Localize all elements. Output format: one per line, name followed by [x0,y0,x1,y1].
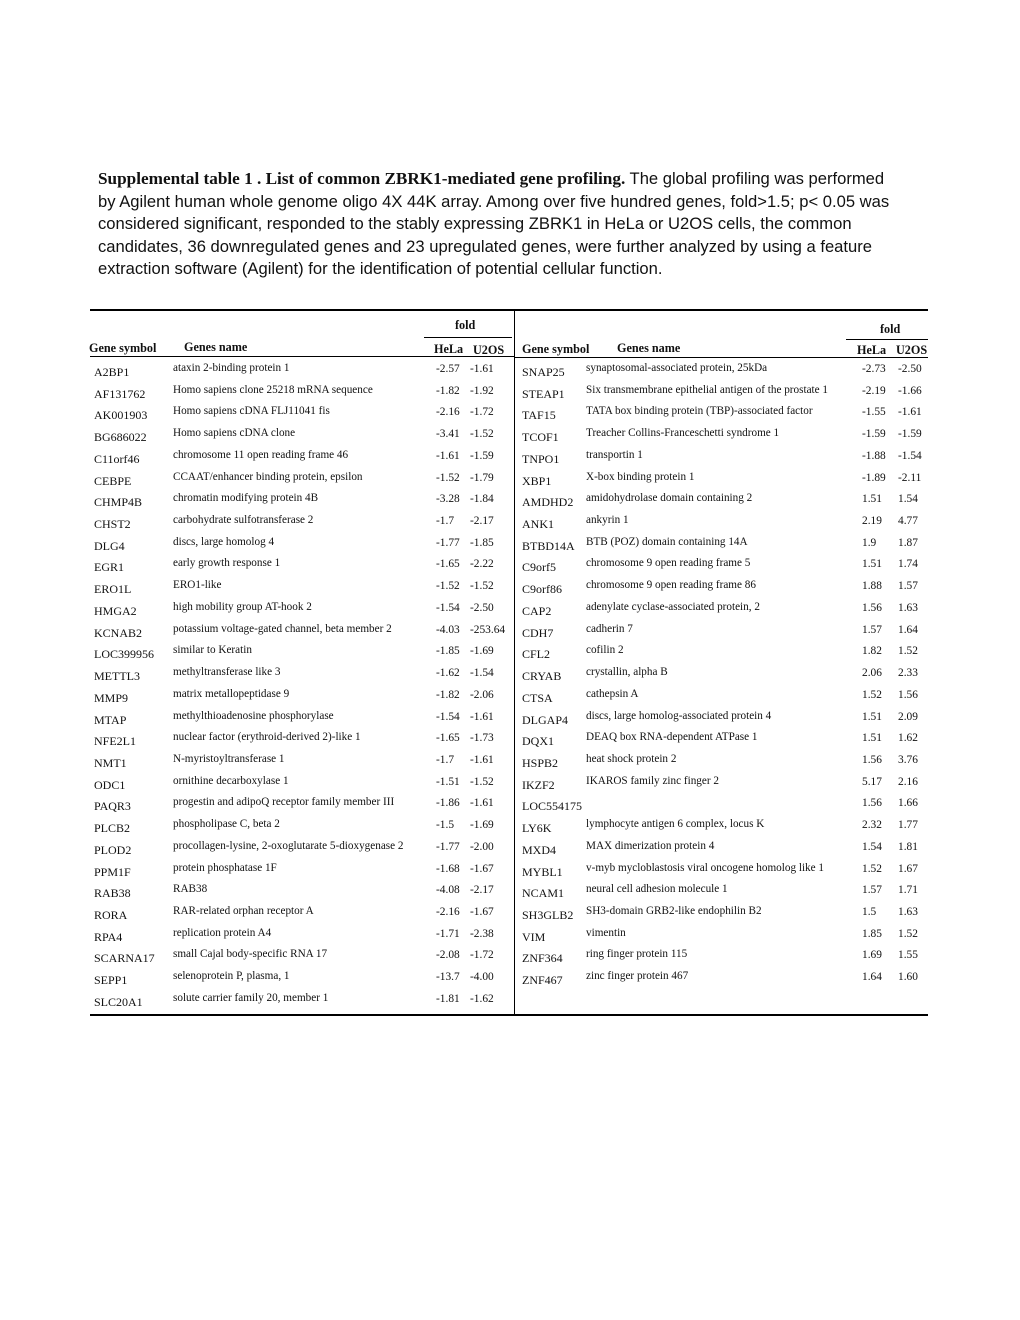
gene-name-cell: Homo sapiens clone 25218 mRNA sequence [173,383,373,396]
gene-symbol-cell: CFL2 [522,647,551,662]
hela-fold-cell: 1.56 [862,797,882,810]
gene-symbol-cell: MXD4 [522,842,557,857]
gene-symbol-cell: ERO1L [94,582,132,597]
hela-fold-cell: 1.51 [862,710,882,723]
u2os-fold-cell: -1.73 [470,732,494,745]
left-gene-symbol-header: Gene symbol [89,341,157,355]
u2os-fold-cell: 2.09 [898,710,918,723]
u2os-fold-cell: -1.92 [470,384,494,397]
gene-name-cell: protein phosphatase 1F [173,861,277,874]
right-gene-symbol-header: Gene symbol [522,342,590,356]
gene-symbol-cell: CDH7 [522,625,554,640]
gene-symbol-cell: BTBD14A [522,538,575,553]
u2os-fold-cell: -1.62 [470,992,494,1005]
u2os-fold-cell: -2.38 [470,927,494,940]
gene-name-cell: RAR-related orphan receptor A [173,905,314,917]
gene-symbol-cell: SH3GLB2 [522,908,574,922]
gene-name-cell: ornithine decarboxylase 1 [173,774,289,787]
gene-name-cell: zinc finger protein 467 [586,970,689,983]
gene-symbol-cell: IKZF2 [522,777,555,792]
u2os-fold-cell: -1.67 [470,862,494,875]
gene-name-cell: chromosome 9 open reading frame 86 [586,579,756,592]
u2os-fold-cell: 1.77 [898,819,918,832]
u2os-fold-cell: 1.56 [898,688,918,701]
gene-symbol-cell: NFE2L1 [94,734,136,749]
hela-fold-cell: 1.52 [862,688,882,701]
hela-fold-cell: -1.52 [436,580,460,593]
gene-name-cell: DEAQ box RNA-dependent ATPase 1 [586,731,758,744]
u2os-fold-cell: 1.63 [898,601,918,614]
hela-fold-cell: 1.54 [862,840,882,853]
gene-symbol-cell: NMT1 [94,755,127,770]
hela-fold-cell: -1.54 [436,710,460,723]
gene-symbol-cell: TAF15 [522,408,556,423]
gene-symbol-cell: BG686022 [94,430,147,445]
u2os-fold-cell: 2.16 [898,775,918,788]
u2os-fold-cell: 1.55 [898,949,918,962]
gene-name-cell: phospholipase C, beta 2 [173,818,280,831]
hela-fold-cell: -1.71 [436,927,460,940]
hela-fold-cell: 1.52 [862,862,882,875]
gene-name-cell: high mobility group AT-hook 2 [173,600,312,613]
gene-name-cell: progestin and adipoQ receptor family member III [173,796,395,809]
u2os-fold-cell: 2.33 [898,667,918,680]
hela-fold-cell: 1.56 [862,753,882,766]
gene-symbol-cell: ZNF364 [522,951,563,966]
gene-name-cell: RAB38 [173,883,208,896]
u2os-fold-cell: -1.69 [470,645,494,658]
gene-name-cell: Homo sapiens cDNA clone [173,427,296,440]
column-divider [514,311,515,1015]
gene-symbol-cell: C9orf5 [522,560,556,575]
u2os-fold-cell: 1.52 [898,645,918,658]
u2os-fold-cell: -2.00 [470,840,494,853]
hela-fold-cell: -1.61 [436,449,460,462]
gene-name-cell: synaptosomal-associated protein, 25kDa [586,362,768,374]
caption-title: Supplemental table 1 . List of common ZBRK1-mediated gene profiling. [98,169,626,188]
gene-symbol-cell: DQX1 [522,734,554,749]
u2os-fold-cell: 1.81 [898,840,918,853]
gene-name-cell: potassium voltage-gated channel, beta member 2 [173,622,392,635]
gene-name-cell: N-myristoyltransferase 1 [173,752,285,765]
hela-fold-cell: -1.82 [436,688,460,701]
u2os-fold-cell: 1.63 [898,906,918,918]
gene-name-cell: MAX dimerization protein 4 [586,839,715,852]
gene-name-cell: nuclear factor (erythroid-derived 2)-like 1 [173,731,361,744]
hela-fold-cell: -1.7 [436,753,455,766]
u2os-fold-cell: -1.61 [470,753,494,766]
gene-name-cell: ankyrin 1 [586,514,629,527]
u2os-fold-cell: -1.72 [470,406,494,419]
gene-symbol-cell: C11orf46 [94,451,140,466]
hela-fold-cell: -1.77 [436,840,460,853]
u2os-fold-cell: 4.77 [898,515,918,528]
gene-symbol-cell: AMDHD2 [522,495,574,510]
hela-fold-cell: -2.19 [862,384,886,397]
gene-name-cell: chromatin modifying protein 4B [173,492,319,505]
hela-fold-cell: -1.7 [436,515,455,528]
u2os-fold-cell: 1.57 [898,580,918,593]
u2os-fold-cell: -1.61 [470,363,494,375]
table-bottom-rule [90,1014,928,1016]
hela-fold-cell: 1.64 [862,971,882,984]
gene-symbol-cell: MTAP [94,712,127,727]
hela-fold-cell: -1.54 [436,601,460,614]
gene-name-cell: lymphocyte antigen 6 complex, locus K [586,818,765,831]
gene-name-cell: transportin 1 [586,448,643,461]
gene-symbol-cell: PLOD2 [94,842,132,857]
gene-symbol-cell: HMGA2 [94,603,137,618]
u2os-fold-cell: -1.52 [470,775,494,788]
hela-fold-cell: -1.51 [436,775,460,788]
u2os-fold-cell: -1.61 [470,797,494,810]
u2os-fold-cell: -1.59 [470,449,494,462]
u2os-fold-cell: -2.50 [898,363,922,375]
hela-fold-cell: -3.41 [436,428,460,441]
hela-fold-cell: 1.85 [862,927,882,940]
u2os-fold-cell: -4.00 [470,971,494,984]
hela-fold-cell: 2.06 [862,667,882,680]
left-fold-header: fold [455,318,476,332]
gene-name-cell: vimentin [586,926,626,939]
u2os-fold-cell: -1.67 [470,906,494,918]
gene-name-cell: cathepsin A [586,687,639,700]
u2os-fold-cell: -1.61 [470,710,494,723]
gene-symbol-cell: METTL3 [94,669,140,684]
gene-symbol-cell: ZNF467 [522,973,563,988]
gene-symbol-cell: CEBPE [94,473,132,488]
gene-name-cell: ERO1-like [173,579,222,592]
right-u2os-header: U2OS [896,343,928,357]
gene-name-cell: X-box binding protein 1 [586,470,695,483]
hela-fold-cell: 1.51 [862,732,882,745]
table-top-rule [90,309,928,311]
u2os-fold-cell: -1.66 [898,384,922,397]
u2os-fold-cell: 3.76 [898,753,918,766]
gene-name-cell: matrix metallopeptidase 9 [173,687,290,700]
hela-fold-cell: 2.19 [862,515,882,528]
gene-name-cell: discs, large homolog 4 [173,535,275,548]
gene-symbol-cell: CRYAB [522,669,562,684]
gene-name-cell: v-myb mycloblastosis viral oncogene homolog like 1 [586,861,825,874]
u2os-fold-cell: -1.79 [470,471,494,484]
gene-symbol-cell: EGR1 [94,560,124,575]
hela-fold-cell: 1.57 [862,884,882,897]
u2os-fold-cell: 1.71 [898,884,918,897]
gene-symbol-cell: TCOF1 [522,430,559,445]
right-fold-underline [846,339,928,340]
hela-fold-cell: 1.82 [862,645,882,658]
gene-symbol-cell: KCNAB2 [94,625,143,640]
gene-name-cell: Treacher Collins-Franceschetti syndrome 1 [586,427,780,440]
hela-fold-cell: -4.03 [436,623,460,636]
gene-symbol-cell: SCARNA17 [94,951,155,966]
gene-name-cell: crystallin, alpha B [586,666,668,679]
hela-fold-cell: 5.17 [862,775,882,788]
gene-symbol-cell: STEAP1 [522,386,565,401]
left-hela-header: HeLa [434,342,464,356]
hela-fold-cell: -1.86 [436,797,460,810]
u2os-fold-cell: -1.72 [470,949,494,962]
u2os-fold-cell: -1.52 [470,428,494,441]
gene-name-cell: carbohydrate sulfotransferase 2 [173,514,314,527]
gene-name-cell: solute carrier family 20, member 1 [173,991,329,1004]
gene-symbol-cell: LOC399956 [94,647,154,662]
gene-symbol-cell: ODC1 [94,777,126,792]
hela-fold-cell: -1.81 [436,992,460,1005]
right-fold-header: fold [880,322,901,336]
gene-symbol-cell: VIM [522,929,546,944]
gene-symbol-cell: SEPP1 [94,973,128,988]
hela-fold-cell: -1.77 [436,536,460,549]
u2os-fold-cell: -1.85 [470,536,494,549]
u2os-fold-cell: 1.87 [898,536,918,549]
u2os-fold-cell: 1.66 [898,797,918,810]
gene-symbol-cell: RORA [94,908,128,922]
u2os-fold-cell: 1.74 [898,558,918,571]
gene-symbol-cell: MMP9 [94,690,129,705]
hela-fold-cell: 1.5 [862,906,877,918]
u2os-fold-cell: -1.59 [898,428,922,441]
gene-name-cell: chromosome 9 open reading frame 5 [586,557,751,570]
hela-fold-cell: -13.7 [436,971,460,984]
hela-fold-cell: 1.51 [862,558,882,571]
gene-name-cell: heat shock protein 2 [586,752,677,765]
caption-text: The global profiling was performed by Agilent human whole genome oligo 4X 44K array. Among over five hundred genes, fold>1.5; p< 0.05 was considered significant, responded to the stably expressing ZBRK1 in HeLa or U2OS cells, the common candidates, 36 downregulated genes and 23 upregulated genes, were further analyzed by using a feature extraction software (Agilent) for the identification of potential cellular function. [98,169,890,279]
gene-symbol-cell: PLCB2 [94,821,131,836]
u2os-fold-cell: 1.54 [898,493,918,506]
hela-fold-cell: -4.08 [436,884,460,897]
gene-name-cell: IKAROS family zinc finger 2 [586,774,719,787]
u2os-fold-cell: -1.61 [898,406,922,419]
hela-fold-cell: -2.16 [436,906,460,918]
gene-symbol-cell: RPA4 [94,929,123,944]
gene-name-cell: procollagen-lysine, 2-oxoglutarate 5-dioxygenase 2 [173,839,404,852]
gene-name-cell: cofilin 2 [586,644,624,657]
gene-symbol-cell: SLC20A1 [94,994,143,1009]
hela-fold-cell: -1.62 [436,667,460,680]
gene-symbol-cell: AF131762 [94,386,146,401]
gene-symbol-cell: TNPO1 [522,451,560,466]
hela-fold-cell: -1.65 [436,732,460,745]
gene-name-cell: replication protein A4 [173,926,272,939]
gene-name-cell: early growth response 1 [173,557,281,570]
hela-fold-cell: -1.52 [436,471,460,484]
gene-symbol-cell: C9orf86 [522,582,562,597]
gene-name-cell: TATA box binding protein (TBP)-associated factor [586,405,813,418]
right-hela-header: HeLa [857,343,887,357]
gene-name-cell: Homo sapiens cDNA FLJ11041 fis [173,405,330,418]
u2os-fold-cell: -1.52 [470,580,494,593]
u2os-fold-cell: -2.17 [470,515,494,528]
hela-fold-cell: 1.69 [862,949,882,962]
hela-fold-cell: -1.85 [436,645,460,658]
hela-fold-cell: -1.55 [862,406,886,419]
left-fold-underline [424,337,512,338]
gene-name-cell: CCAAT/enhancer binding protein, epsilon [173,470,363,483]
gene-name-cell: ataxin 2-binding protein 1 [173,362,290,374]
gene-name-cell: adenylate cyclase-associated protein, 2 [586,600,760,613]
gene-name-cell: SH3-domain GRB2-like endophilin B2 [586,905,762,917]
hela-fold-cell: 1.88 [862,580,882,593]
hela-fold-cell: -1.5 [436,819,455,832]
hela-fold-cell: -2.57 [436,363,460,375]
u2os-fold-cell: -253.64 [470,623,506,636]
gene-symbol-cell: RAB38 [94,886,131,901]
gene-name-cell: similar to Keratin [173,644,252,657]
gene-symbol-cell: CTSA [522,690,553,705]
gene-symbol-cell: LOC554175 [522,799,582,814]
hela-fold-cell: -1.82 [436,384,460,397]
gene-name-cell: methylthioadenosine phosphorylase [173,709,334,722]
gene-name-cell: amidohydrolase domain containing 2 [586,492,753,505]
gene-symbol-cell: HSPB2 [522,755,559,770]
hela-fold-cell: -1.89 [862,471,886,484]
hela-fold-cell: -1.59 [862,428,886,441]
gene-symbol-cell: CAP2 [522,603,552,618]
gene-symbol-cell: ANK1 [522,517,554,532]
gene-symbol-cell: CHMP4B [94,495,143,510]
u2os-fold-cell: 1.62 [898,732,918,745]
gene-symbol-cell: DLG4 [94,538,125,553]
u2os-fold-cell: -2.50 [470,601,494,614]
hela-fold-cell: -1.88 [862,449,886,462]
u2os-fold-cell: 1.64 [898,623,918,636]
hela-fold-cell: -2.73 [862,363,886,375]
u2os-fold-cell: -2.17 [470,884,494,897]
gene-name-cell: neural cell adhesion molecule 1 [586,883,728,896]
gene-symbol-cell: PPM1F [94,864,131,879]
gene-name-cell: methyltransferase like 3 [173,666,281,679]
u2os-fold-cell: -1.84 [470,493,494,506]
gene-symbol-cell: NCAM1 [522,886,565,901]
hela-fold-cell: 1.9 [862,536,877,549]
gene-name-cell: BTB (POZ) domain containing 14A [586,535,748,548]
left-genes-name-header: Genes name [184,340,248,354]
gene-symbol-cell: MYBL1 [522,864,563,879]
u2os-fold-cell: 1.52 [898,927,918,940]
gene-symbol-cell: A2BP1 [94,365,130,379]
gene-name-cell: selenoprotein P, plasma, 1 [173,970,290,983]
gene-symbol-cell: LY6K [522,821,552,836]
left-u2os-header: U2OS [473,343,505,357]
u2os-fold-cell: -2.06 [470,688,494,701]
gene-symbol-cell: DLGAP4 [522,712,569,727]
gene-name-cell: cadherin 7 [586,622,633,635]
u2os-fold-cell: 1.67 [898,862,918,875]
hela-fold-cell: -1.65 [436,558,460,571]
gene-symbol-cell: PAQR3 [94,799,131,814]
hela-fold-cell: 1.51 [862,493,882,506]
u2os-fold-cell: 1.60 [898,971,918,984]
u2os-fold-cell: -2.22 [470,558,494,571]
u2os-fold-cell: -1.54 [470,667,494,680]
u2os-fold-cell: -2.11 [898,471,922,484]
hela-fold-cell: 2.32 [862,819,882,832]
gene-symbol-cell: SNAP25 [522,365,565,379]
gene-name-cell: small Cajal body-specific RNA 17 [173,948,328,961]
table-caption [98,168,898,281]
gene-symbol-cell: CHST2 [94,517,131,532]
hela-fold-cell: -1.68 [436,862,460,875]
gene-symbol-cell: AK001903 [94,408,148,423]
gene-name-cell: chromosome 11 open reading frame 46 [173,448,349,461]
right-genes-name-header: Genes name [617,341,681,355]
u2os-fold-cell: -1.69 [470,819,494,832]
hela-fold-cell: -2.08 [436,949,460,962]
hela-fold-cell: -2.16 [436,406,460,419]
hela-fold-cell: 1.56 [862,601,882,614]
gene-name-cell: Six transmembrane epithelial antigen of the prostate 1 [586,383,829,396]
hela-fold-cell: 1.57 [862,623,882,636]
u2os-fold-cell: -1.54 [898,449,922,462]
hela-fold-cell: -3.28 [436,493,460,506]
gene-symbol-cell: XBP1 [522,473,552,488]
gene-name-cell: ring finger protein 115 [586,948,688,961]
gene-name-cell: discs, large homolog-associated protein 4 [586,709,772,722]
